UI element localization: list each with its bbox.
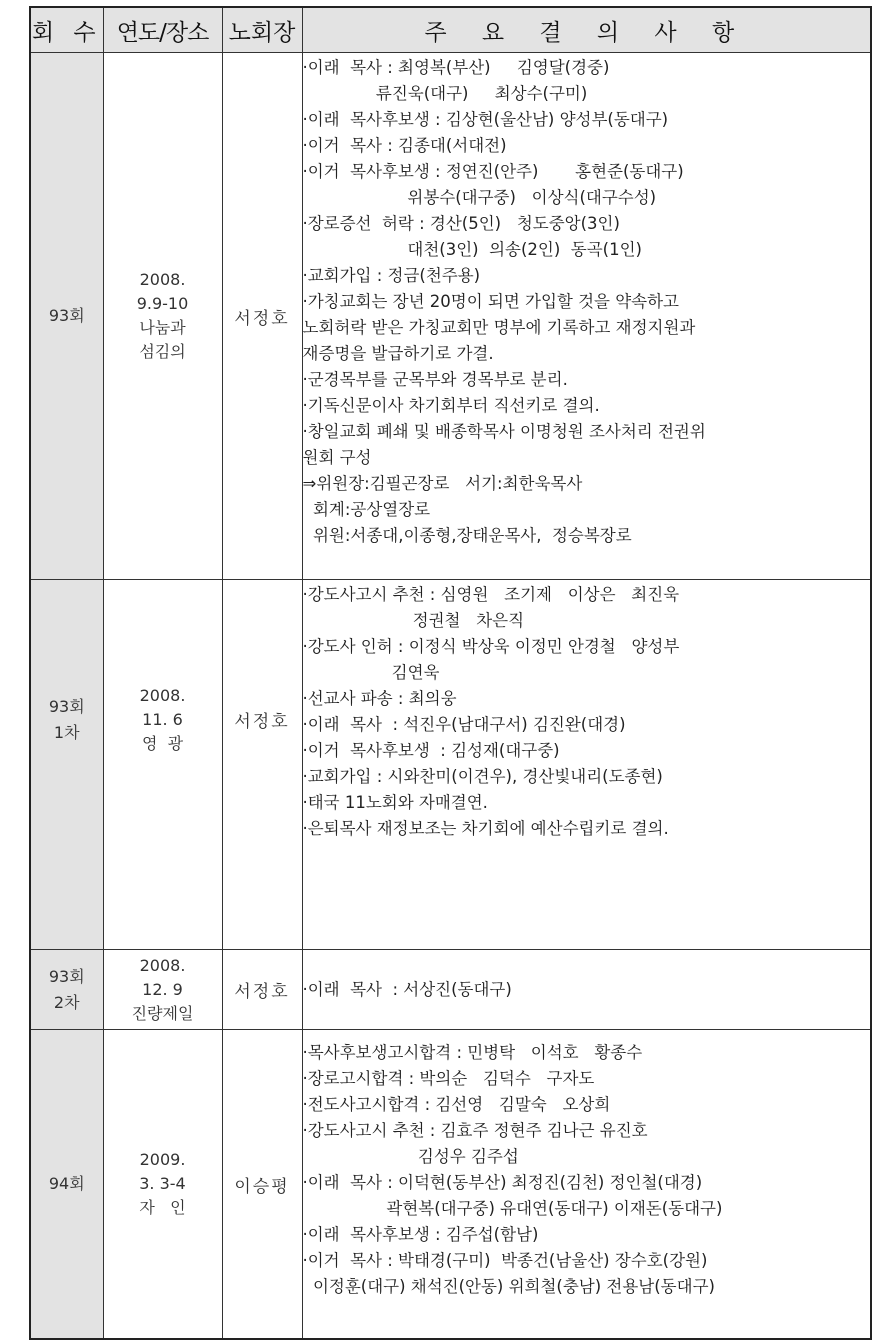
resolution-line: 대천(3인) 의송(2인) 동곡(1인) [302,240,642,259]
date-place-cell [103,1030,222,1340]
resolution-line: ·이거 목사후보생 : 김성재(대구중) [302,741,560,760]
resolution-line: ·이거 목사 : 김종대(서대전) [302,136,507,155]
resolution-line: ·이래 목사 : 석진우(남대구서) 김진완(대경) [302,715,626,734]
resolutions-cell [302,950,871,1030]
resolution-line: ·선교사 파송 : 최의웅 [302,689,457,708]
header-main-resolutions: 주 요 결 의 사 항 [302,7,871,53]
date-line: 11. 6 [142,709,183,729]
session-cell [30,950,103,1030]
chair-cell: 서정호 [222,53,302,580]
table-row [30,580,871,950]
session-cell [30,580,103,950]
resolutions-cell [302,53,871,580]
session-cell [30,1030,103,1340]
date-place-cell [103,950,222,1030]
resolution-line: ·가칭교회는 장년 20명이 되면 가입할 것을 약속하고 [302,292,679,311]
date-place-cell [103,580,222,950]
resolution-line: ·이거 목사 : 박태경(구미) 박종건(남울산) 장수호(강원) [302,1251,708,1270]
header-session: 회 수 [30,7,103,53]
resolution-line: ·이래 목사후보생 : 김상현(울산남) 양성부(동대구) [302,110,669,129]
resolution-line: ·이래 목사 : 최영복(부산) 김영달(경중) [302,58,610,77]
table-row [30,950,871,1030]
resolution-line: ·장로고시합격 : 박의순 김덕수 구자도 [302,1069,595,1088]
resolution-line: ·군경목부를 군목부와 경목부로 분리. [302,370,568,389]
resolution-line: 김연욱 [302,663,440,682]
resolutions-table [29,6,872,1340]
place-line: 진량제일 [131,1003,194,1023]
resolution-line: ⇒위원장:김필곤장로 서기:최한욱목사 [302,474,583,493]
resolution-line: ·교회가입 : 시와찬미(이견우), 경산빛내리(도종현) [302,767,663,786]
resolution-line: ·이래 목사 : 서상진(동대구) [302,979,512,999]
resolution-line: 류진욱(대구) 최상수(구미) [302,84,588,103]
table-row [30,1030,871,1340]
resolution-line: ·강도사고시 추천 : 김효주 정현주 김나근 유진호 [302,1121,648,1140]
resolution-line: ·창일교회 폐쇄 및 배종학목사 이명청원 조사처리 전권위 [302,422,706,441]
resolution-line: 정권철 차은직 [302,611,525,630]
resolution-line: 노회허락 받은 가칭교회만 명부에 기록하고 재정지원과 [302,318,696,337]
resolution-line: ·장로증선 허락 : 경산(5인) 청도중앙(3인) [302,214,620,233]
place-line: 나눔과 [139,318,186,337]
resolution-line: 김성우 김주섭 [302,1147,519,1166]
date-line: 2009. [139,1150,186,1169]
resolutions-cell [302,1030,871,1340]
table-row [30,53,871,580]
session-label: 93회 [48,966,85,986]
resolution-line: 재증명을 발급하기로 가결. [302,344,494,363]
session-label: 93회 [48,306,85,325]
resolution-line: 이정훈(대구) 채석진(안동) 위희철(충남) 전용남(동대구) [302,1277,715,1296]
resolution-line: 위봉수(대구중) 이상식(대구수성) [302,188,657,207]
resolution-line: ·이래 목사후보생 : 김주섭(함남) [302,1225,539,1244]
resolution-line: 위원:서종대,이종형,장태운목사, 정승복장로 [302,526,632,545]
session-label: 94회 [48,1174,85,1193]
date-line: 2008. [139,270,186,289]
place-line: 자 인 [139,1198,186,1217]
resolution-line: ·이거 목사후보생 : 정연진(안주) 홍현준(동대구) [302,162,684,181]
date-line: 2008. [139,685,186,705]
header-chair: 노회장 [222,7,302,53]
resolution-line: ·이래 목사 : 이덕현(동부산) 최정진(김천) 정인철(대경) [302,1173,703,1192]
resolution-line: 원회 구성 [302,448,372,467]
resolution-line: ·전도사고시합격 : 김선영 김말숙 오상희 [302,1095,611,1114]
resolution-line: ·강도사고시 추천 : 심영원 조기제 이상은 최진욱 [302,585,680,604]
session-label: 93회 [48,696,85,716]
resolution-line: ·목사후보생고시합격 : 민병탁 이석호 황종수 [302,1043,643,1062]
date-line: 9.9-10 [136,294,189,313]
date-place-cell [103,53,222,580]
chair-cell: 서정호 [222,950,302,1030]
date-line: 2008. [139,955,186,975]
resolution-line: 회계:공상열장로 [302,500,431,519]
header-date-place: 연도/장소 [103,7,222,53]
date-line: 12. 9 [142,979,183,999]
resolution-line: ·은퇴목사 재정보조는 차기회에 예산수립키로 결의. [302,819,669,838]
header-row [30,7,871,53]
resolutions-cell [302,580,871,950]
resolution-line: ·기독신문이사 차기회부터 직선키로 결의. [302,396,600,415]
place-line: 영 광 [141,733,184,753]
resolution-line: 곽현복(대구중) 유대연(동대구) 이재돈(동대구) [302,1199,723,1218]
chair-cell: 이승평 [222,1030,302,1340]
session-cell [30,53,103,580]
resolution-line: ·강도사 인허 : 이정식 박상욱 이정민 안경철 양성부 [302,637,680,656]
resolution-line: ·태국 11노회와 자매결연. [302,793,488,812]
session-sublabel: 1차 [53,722,80,742]
place-line: 섬김의 [139,342,186,361]
session-sublabel: 2차 [53,992,80,1012]
chair-cell: 서정호 [222,580,302,950]
date-line: 3. 3-4 [139,1174,186,1193]
resolution-line: ·교회가입 : 정금(천주용) [302,266,481,285]
